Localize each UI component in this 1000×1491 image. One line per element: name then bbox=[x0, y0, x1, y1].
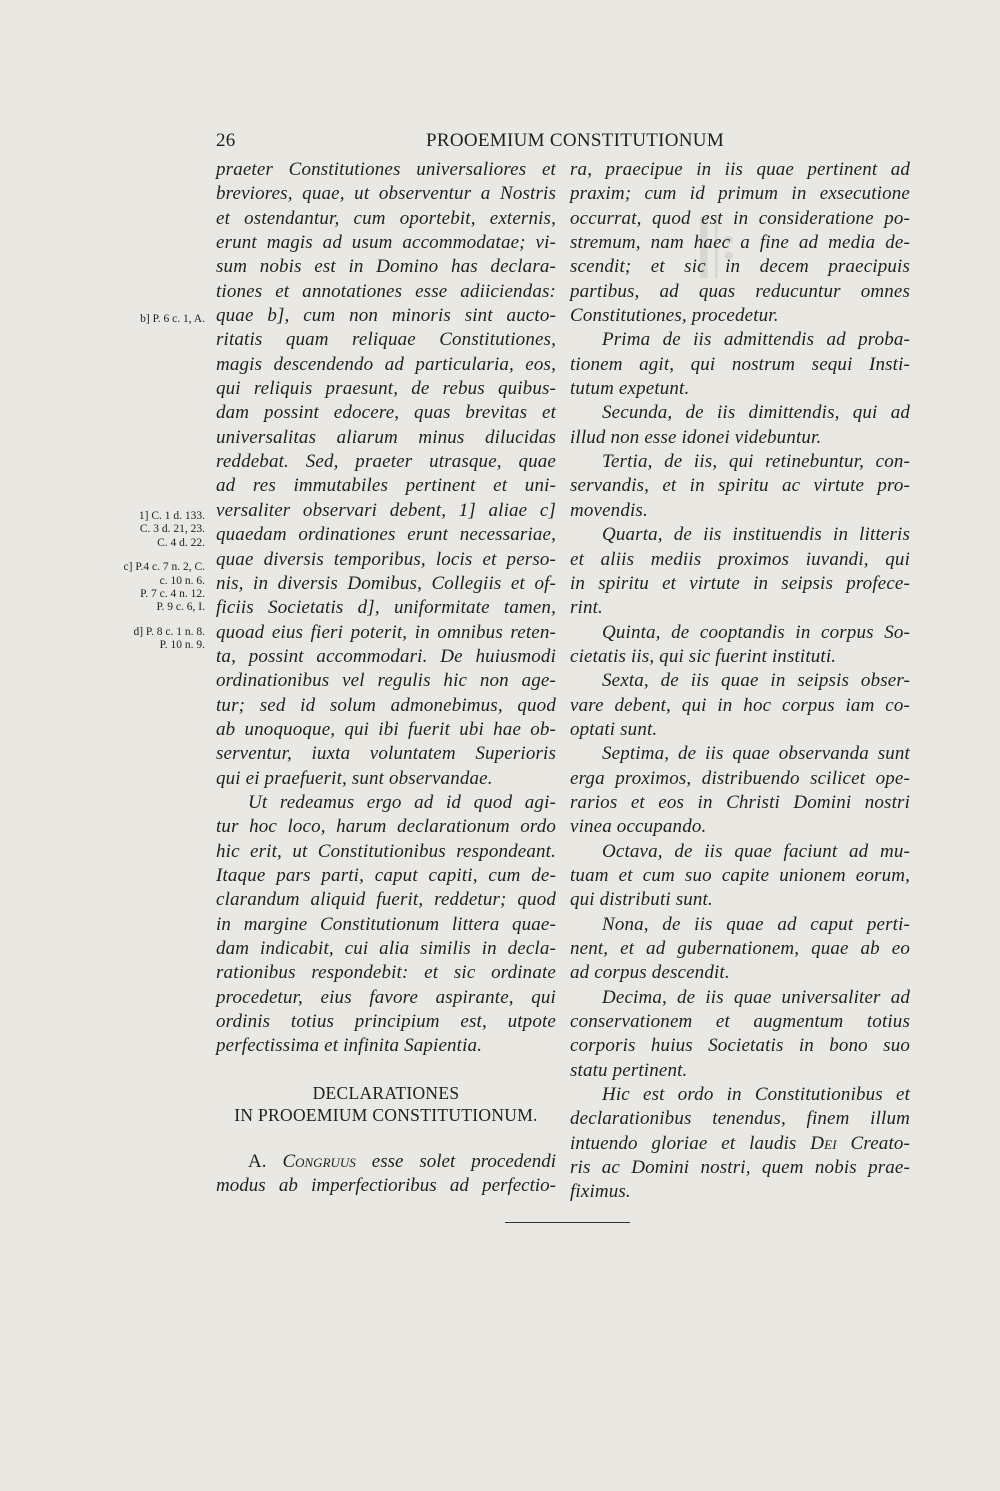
text-line: nis, in diversis Domibus, Collegiis et of- bbox=[216, 572, 556, 594]
text-line: erunt magis ad usum accommodatae; vi- bbox=[216, 232, 556, 254]
text-line: Nona, de iis quae ad caput perti- bbox=[602, 913, 910, 935]
right-column bbox=[570, 158, 910, 1205]
left-column bbox=[216, 158, 556, 1059]
text-line: tur hoc loco, harum declarationum ordo bbox=[216, 816, 556, 838]
text-line: universalitas aliarum minus dilucidas bbox=[216, 426, 556, 448]
text-line: conservationem et augmentum totius bbox=[570, 1011, 910, 1033]
text-line: partibus, ad quas reducuntur omnes bbox=[570, 280, 910, 302]
text-line: Ut redeamus ergo ad id quod agi- bbox=[248, 791, 556, 813]
text-line: ta, possint accommodari. De huiusmodi bbox=[216, 645, 556, 667]
smallcaps-word: Congruus bbox=[282, 1151, 356, 1172]
text-line: ritatis quam reliquae Constitutiones, bbox=[216, 329, 556, 351]
text-line: in margine Constitutionum littera quae- bbox=[216, 913, 556, 935]
margin-note-line: C. 3 d. 21, 23. bbox=[139, 523, 205, 536]
section-heading-line: DECLARATIONES bbox=[312, 1083, 460, 1103]
text-line: stremum, nam haec a fine ad media de- bbox=[570, 232, 910, 254]
text-line: ad res immutabiles pertinent et uni- bbox=[216, 475, 556, 497]
text-line: tur; sed id solum admonebimus, quod bbox=[216, 694, 556, 716]
text-line: declarationibus tenendus, finem illum bbox=[570, 1108, 910, 1130]
text-line: Prima de iis admittendis ad proba- bbox=[602, 329, 910, 351]
text-line: praeter Constitutiones universaliores et bbox=[216, 159, 556, 180]
text-line: modus ab imperfectioribus ad perfectio- bbox=[216, 1175, 556, 1197]
text-line: hic erit, ut Constitutionibus respondeant. bbox=[216, 840, 556, 862]
margin-note-line: c] P.4 c. 7 n. 2, C. bbox=[123, 561, 205, 574]
declaration-letter: A. bbox=[248, 1151, 267, 1172]
text-line: dam indicabit, cui alia similis in decla- bbox=[216, 938, 556, 959]
text-line: scendit; et sic in decem praecipuis bbox=[570, 256, 910, 278]
text-line: Secunda, de iis dimittendis, qui ad bbox=[602, 402, 910, 424]
margin-note-line: d] P. 8 c. 1 n. 8. bbox=[133, 625, 205, 638]
text-line: ra, praecipue in iis quae pertinent ad bbox=[570, 159, 910, 180]
text-line: Septima, de iis quae observanda sunt bbox=[602, 743, 910, 765]
text-line: ad corpus descendit. bbox=[570, 962, 730, 984]
margin-note-line: P. 7 c. 4 n. 12. bbox=[140, 588, 205, 601]
text-line: breviores, quae, ut observentur a Nostris bbox=[216, 183, 556, 205]
text-line: vinea occupando. bbox=[570, 816, 707, 838]
text-line: occurrat, quod est in consideratione po- bbox=[570, 207, 910, 229]
text-line: fiximus. bbox=[570, 1181, 631, 1203]
text-line: Constitutiones, procedetur. bbox=[570, 305, 779, 327]
text-line: tionem agit, qui nostrum sequi Insti- bbox=[570, 353, 910, 375]
margin-note-line: P. 9 c. 6, I. bbox=[156, 601, 205, 614]
text-line: Quinta, de cooptandis in corpus So- bbox=[602, 621, 910, 643]
text-line: Octava, de iis quae faciunt ad mu- bbox=[602, 840, 910, 862]
declaration-a bbox=[216, 1150, 556, 1199]
text-fragment: Creato- bbox=[850, 1132, 910, 1154]
text-line: movendis. bbox=[570, 499, 648, 521]
text-line: statu pertinent. bbox=[570, 1059, 688, 1081]
end-rule bbox=[505, 1222, 630, 1223]
text-line: Decima, de iis quae universaliter ad bbox=[602, 986, 910, 1008]
text-line: et aliis mediis proximos iuvandi, qui bbox=[570, 548, 910, 570]
text-fragment: esse solet procedendi bbox=[371, 1151, 557, 1172]
running-title: PROOEMIUM CONSTITUTIONUM bbox=[426, 130, 725, 151]
smallcaps-word: Dei bbox=[810, 1132, 837, 1154]
text-line: corporis huius Societatis in bono suo bbox=[570, 1035, 910, 1057]
text-line: clarandum aliquid fuerit, reddetur; quod bbox=[216, 889, 556, 911]
text-line: ficiis Societatis d], uniformitate tamen, bbox=[216, 597, 556, 619]
text-fragment: intuendo gloriae et laudis bbox=[570, 1132, 797, 1154]
section-heading bbox=[216, 1082, 556, 1126]
text-line bbox=[570, 1132, 910, 1156]
text-line: servandis, et in spiritu ac virtute pro- bbox=[570, 475, 910, 497]
text-line: optati sunt. bbox=[570, 718, 658, 740]
text-line: ab unoquoque, qui ibi fuerit ubi hae ob- bbox=[216, 718, 556, 740]
margin-note-line: 1] C. 1 d. 133. bbox=[138, 510, 205, 522]
text-line: ris ac Domini nostri, quem nobis prae- bbox=[570, 1157, 910, 1179]
text-line: reddebat. Sed, praeter utrasque, quae bbox=[216, 451, 556, 473]
text-line: in spiritu et virtute in seipsis profece- bbox=[570, 572, 910, 594]
text-line: tutum expetunt. bbox=[570, 378, 690, 400]
text-line: Sexta, de iis quae in seipsis obser- bbox=[602, 670, 910, 692]
text-line: ordinationibus vel regulis hic non age- bbox=[216, 670, 556, 692]
text-line: Itaque pars parti, caput capiti, cum de- bbox=[216, 864, 556, 886]
text-line: tiones et annotationes esse adiiciendas: bbox=[216, 280, 556, 302]
text-line bbox=[216, 1150, 556, 1174]
text-line: nent, et ad gubernationem, quae ab eo bbox=[570, 938, 910, 959]
text-line: illud non esse idonei videbuntur. bbox=[570, 426, 822, 448]
text-line: rint. bbox=[570, 597, 603, 619]
text-line: cietatis iis, qui sic fuerint instituti. bbox=[570, 645, 837, 667]
text-line: erga proximos, distribuendo scilicet ope- bbox=[570, 767, 910, 789]
margin-note-line: P. 10 n. 9. bbox=[159, 639, 205, 652]
text-line: rationibus respondebit: et sic ordinate bbox=[216, 962, 556, 984]
text-line: ordinis totius principium est, utpote bbox=[216, 1011, 556, 1033]
text-line: quaedam ordinationes erunt necessariae, bbox=[216, 524, 556, 546]
text-line: qui distributi sunt. bbox=[570, 889, 713, 911]
text-line: dam possint edocere, quas brevitas et bbox=[216, 402, 556, 424]
margin-note-group bbox=[100, 510, 205, 653]
text-line: Hic est ordo in Constitutionibus et bbox=[602, 1084, 910, 1106]
text-line: qui reliquis praesunt, de rebus quibus- bbox=[216, 378, 556, 400]
text-line: procedetur, eius favore aspirante, qui bbox=[216, 986, 556, 1008]
text-line: versaliter observari debent, 1] aliae c] bbox=[216, 499, 556, 521]
text-line: et ostendantur, cum oportebit, externis, bbox=[216, 207, 556, 229]
text-line: serventur, iuxta voluntatem Superioris bbox=[216, 743, 556, 765]
text-line: vare debent, qui in hoc corpus iam co- bbox=[570, 694, 910, 716]
text-line: qui ei praefuerit, sunt observandae. bbox=[216, 767, 493, 789]
margin-note-line: b] P. 6 c. 1, A. bbox=[140, 313, 205, 325]
text-line: perfectissima et infinita Sapientia. bbox=[216, 1035, 483, 1057]
text-line: quoad eius fieri poterit, in omnibus reten- bbox=[216, 621, 556, 643]
section-heading-line: IN PROOEMIUM CONSTITUTIONUM. bbox=[234, 1105, 538, 1125]
text-line: Quarta, de iis instituendis in litteris bbox=[602, 524, 910, 546]
text-line: tuam et cum suo capite unionem eorum, bbox=[570, 864, 910, 886]
margin-note-b bbox=[100, 313, 205, 326]
text-line: sum nobis est in Domino has declara- bbox=[216, 256, 556, 278]
text-line: rarios et eos in Christi Domini nostri bbox=[570, 791, 910, 813]
text-line: Tertia, de iis, qui retinebuntur, con- bbox=[602, 451, 910, 473]
text-line: quae b], cum non minoris sint aucto- bbox=[216, 305, 556, 327]
text-line: magis descendendo ad particularia, eos, bbox=[216, 353, 556, 375]
margin-note-line: C. 4 d. 22. bbox=[157, 536, 205, 549]
page-number: 26 bbox=[216, 130, 236, 151]
text-line: praxim; cum id primum in exsecutione bbox=[570, 183, 910, 205]
show-through-decoration: 𝄆 bbox=[700, 206, 744, 293]
margin-note-line: c. 10 n. 6. bbox=[159, 574, 205, 587]
text-line: quae diversis temporibus, locis et perso- bbox=[216, 548, 556, 570]
